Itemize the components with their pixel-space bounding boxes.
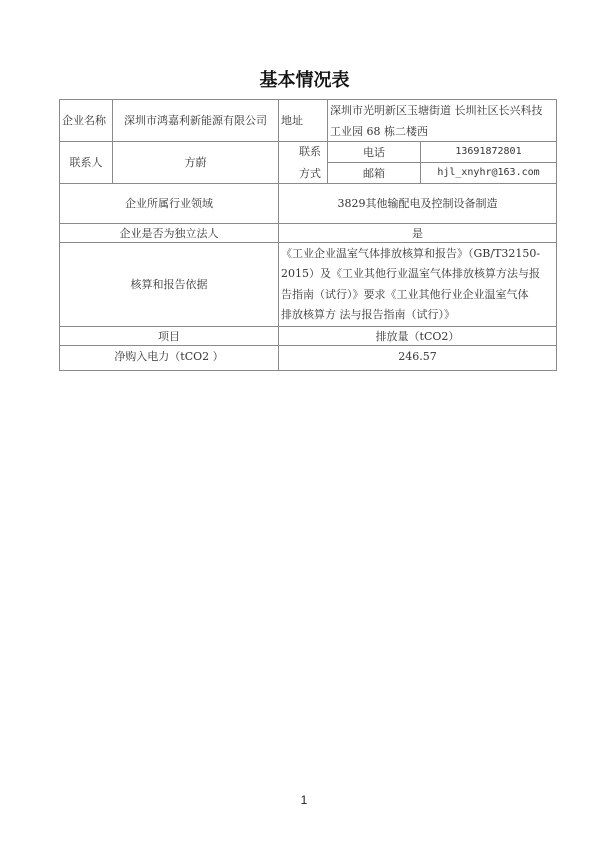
company-name-label: 企业名称 bbox=[59, 99, 113, 142]
address-line-1: 深圳市光明新区玉塘街道 长圳社区长兴科技 bbox=[330, 103, 543, 117]
company-name-value: 深圳市鸿嘉利新能源有限公司 bbox=[112, 99, 279, 142]
contact-person-value: 方蔚 bbox=[112, 141, 279, 184]
basis-line-3: 告指南（试行）》要求《工业其他行业企业温室气体 bbox=[281, 287, 529, 301]
phone-label: 电话 bbox=[327, 141, 421, 163]
contact-method-label-1: 联系 bbox=[299, 144, 321, 158]
phone-value: 13691872801 bbox=[420, 141, 557, 163]
table-row-emission: 246.57 bbox=[278, 345, 557, 371]
independent-legal-label: 企业是否为独立法人 bbox=[59, 223, 279, 243]
industry-label: 企业所属行业领域 bbox=[59, 183, 279, 224]
basis-label: 核算和报告依据 bbox=[59, 242, 279, 327]
email-value: hjl_xnyhr@163.com bbox=[420, 162, 557, 184]
address-label: 地址 bbox=[278, 99, 328, 142]
page-title: 基本情况表 bbox=[259, 70, 350, 91]
contact-method-label bbox=[278, 141, 328, 184]
independent-legal-value: 是 bbox=[278, 223, 557, 243]
industry-value: 3829其他输配电及控制设备制造 bbox=[278, 183, 557, 224]
basis-line-4: 排放核算方 法与报告指南（试行）》 bbox=[281, 308, 455, 321]
address-line-2: 工业园 68 栋二楼西 bbox=[330, 124, 428, 138]
basis-line-2: 2015）及《工业其他行业温室气体排放核算方法与报 bbox=[281, 267, 540, 280]
basis-line-1: 《工业企业温室气体排放核算和报告》（GB/T32150- bbox=[281, 246, 541, 260]
item-header: 项目 bbox=[59, 326, 279, 346]
email-label: 邮箱 bbox=[327, 162, 421, 184]
contact-person-label: 联系人 bbox=[59, 141, 113, 184]
page-number: 1 bbox=[300, 793, 308, 807]
emission-header: 排放量（tCO2） bbox=[278, 326, 557, 346]
basis-value bbox=[278, 242, 557, 327]
address-value bbox=[327, 99, 557, 142]
contact-method-label-2: 方式 bbox=[299, 166, 321, 180]
table-row-item: 净购入电力（tCO2 ） bbox=[59, 345, 279, 371]
